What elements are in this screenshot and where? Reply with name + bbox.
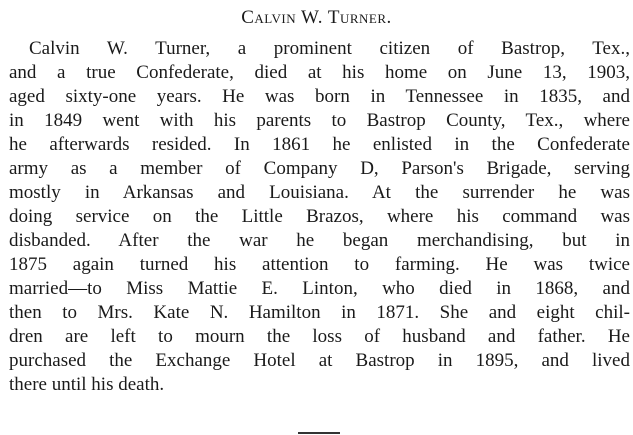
body-line: purchased the Exchange Hotel at Bastrop in 1895, and lived [9,350,630,371]
body-line: married—to Miss Mattie E. Linton, who died in 1868, and [9,278,630,299]
body-line: he afterwards resided. In 1861 he enlisted in the Confederate [9,134,630,155]
article-title: Calvin W. Turner. [241,7,392,28]
body-line: army as a member of Company D, Parson's Brigade, serving [9,158,630,179]
article-body [9,37,630,397]
body-line: 1875 again turned his attention to farming. He was twice [9,254,630,275]
body-line: and a true Confederate, died at his home on June 13, 1903, [9,62,630,83]
body-line: mostly in Arkansas and Louisiana. At the surrender he was [9,182,630,203]
body-line: Calvin W. Turner, a prominent citizen of Bastrop, Tex., [29,38,630,59]
section-divider [298,432,340,434]
body-line: there until his death. [9,374,165,395]
body-line: doing service on the Little Brazos, where his command was [9,206,630,227]
body-line: dren are left to mourn the loss of husband and father. He [9,326,630,347]
body-line: then to Mrs. Kate N. Hamilton in 1871. She and eight chil- [9,302,630,323]
body-line: in 1849 went with his parents to Bastrop County, Tex., where [9,110,630,131]
body-line: aged sixty-one years. He was born in Tennessee in 1835, and [9,86,630,107]
body-line: disbanded. After the war he began merchandising, but in [9,230,630,251]
